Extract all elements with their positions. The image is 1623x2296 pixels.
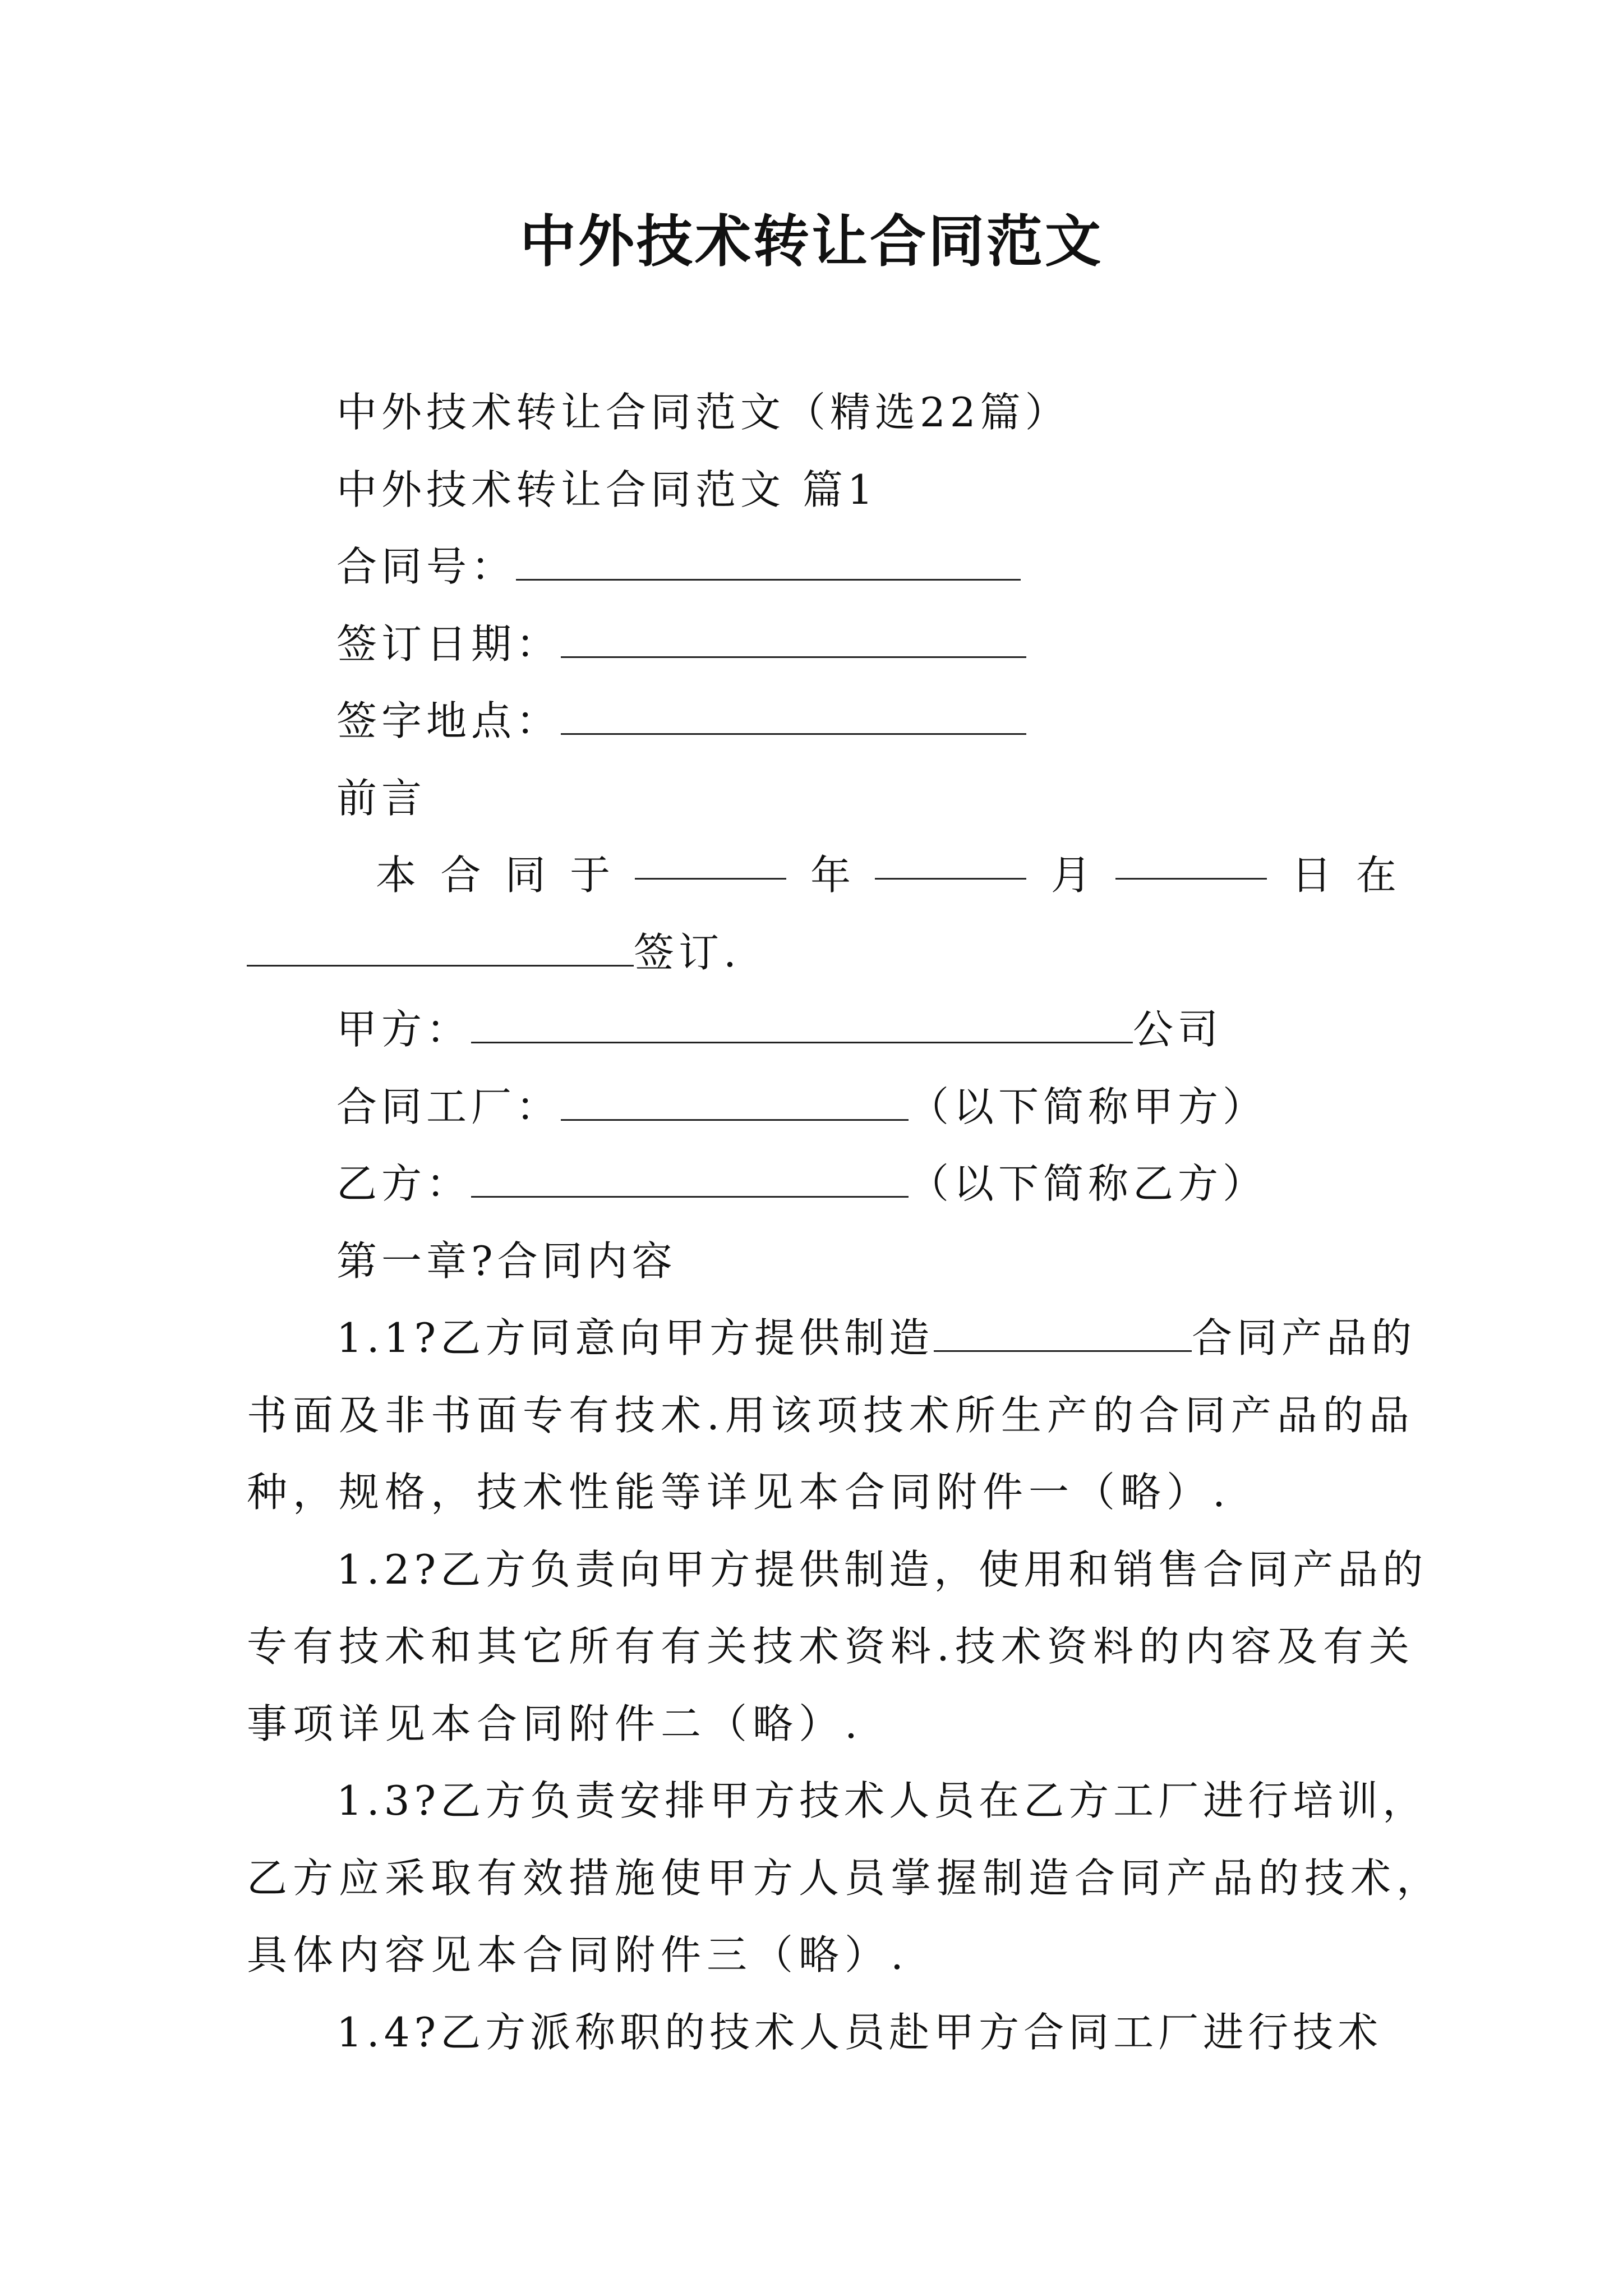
preface-line-2-suffix: 签订. [634, 929, 741, 976]
party-a-suffix: 公司 [1133, 1006, 1223, 1053]
clause-1-1-text: 合同产品的 [1192, 1314, 1417, 1361]
year-label: 年 [810, 852, 851, 899]
clause-1-1-text: 1.1?乙方同意向甲方提供制造 [336, 1314, 934, 1361]
sign-place-blank [561, 700, 1026, 735]
preface-word: 本 [376, 852, 417, 899]
preface-heading: 前言 [336, 775, 427, 822]
clause-1-2-line-1: 1.2?乙方负责向甲方提供制造，使用和销售合同产品的 [336, 1546, 1428, 1593]
clause-1-2-line-3: 事项详见本合同附件二（略）. [247, 1700, 863, 1747]
preface-word: 合 [440, 852, 481, 899]
clause-1-1-line-1 [336, 1307, 1416, 1369]
sign-place-row [336, 690, 1026, 752]
at-label: 在 [1355, 852, 1396, 899]
factory-blank [561, 1085, 909, 1121]
clause-1-1-line-2: 书面及非书面专有技术.用该项技术所生产的合同产品的品 [247, 1392, 1415, 1439]
place-blank [247, 931, 634, 967]
factory-row [336, 1076, 1267, 1138]
sign-date-blank [561, 623, 1026, 658]
chapter-1-heading: 第一章?合同内容 [336, 1237, 677, 1285]
day-blank [1115, 844, 1267, 880]
month-label: 月 [1050, 852, 1091, 899]
clause-1-3-line-2: 乙方应采取有效措施使甲方人员掌握制造合同产品的技术， [247, 1855, 1443, 1902]
party-b-blank [471, 1162, 909, 1198]
factory-label: 合同工厂： [336, 1083, 561, 1130]
year-blank [635, 844, 786, 880]
party-b-label: 乙方： [336, 1160, 472, 1207]
contract-no-row [336, 536, 1021, 597]
month-blank [875, 844, 1026, 880]
contract-no-blank [516, 545, 1021, 581]
preface-word: 同 [505, 852, 546, 899]
sign-place-label: 签字地点： [336, 697, 561, 744]
document-subtitle: 中外技术转让合同范文（精选22篇） [336, 389, 1070, 436]
clause-1-4-line-1: 1.4?乙方派称职的技术人员赴甲方合同工厂进行技术 [336, 2009, 1383, 2056]
sign-date-label: 签订日期： [336, 620, 561, 668]
clause-1-3-line-1: 1.3?乙方负责安排甲方技术人员在乙方工厂进行培训， [336, 1777, 1428, 1824]
document-title: 中外技术转让合同范文 [520, 208, 1103, 274]
sign-date-row [336, 613, 1026, 675]
section-heading: 中外技术转让合同范文 篇1 [336, 466, 878, 513]
party-b-suffix: （以下简称乙方） [909, 1160, 1268, 1207]
clause-1-3-line-3: 具体内容见本合同附件三（略）. [247, 1931, 909, 1978]
clause-1-2-line-2: 专有技术和其它所有有关技术资料.技术资料的内容及有关 [247, 1623, 1415, 1670]
factory-suffix: （以下简称甲方） [909, 1083, 1268, 1130]
contract-no-label: 合同号： [336, 543, 517, 590]
preface-line-2 [247, 922, 741, 983]
preface-line-1 [376, 844, 1396, 906]
party-a-blank [471, 1008, 1133, 1043]
party-a-row [336, 999, 1223, 1060]
clause-1-1-line-3: 种，规格，技术性能等详见本合同附件一（略）. [247, 1469, 1231, 1516]
day-label: 日 [1291, 852, 1332, 899]
party-a-label: 甲方： [336, 1006, 472, 1053]
preface-word: 于 [570, 852, 611, 899]
party-b-row [336, 1153, 1267, 1214]
product-blank [934, 1317, 1192, 1352]
